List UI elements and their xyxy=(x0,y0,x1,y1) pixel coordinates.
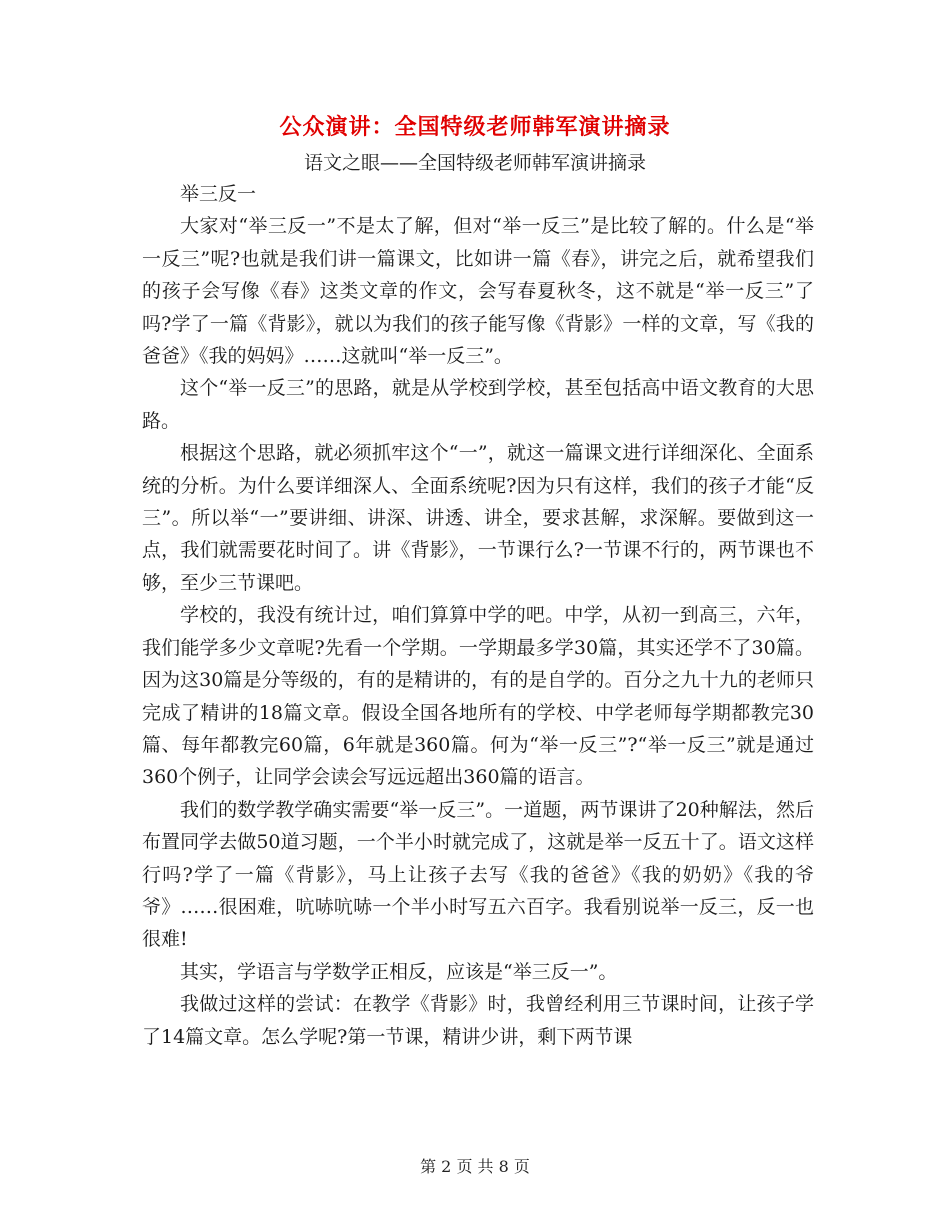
document-body xyxy=(142,178,814,1053)
document-subtitle: 语文之眼——全国特级老师韩军演讲摘录 xyxy=(303,152,646,174)
paragraph: 根据这个思路，就必须抓牢这个“一”，就这一篇课文进行详细深化、全面系统的分析。为什么要详细深人、全面系统呢?因为只有这样，我们的孩子才能“反三”。所以举“一”要讲细、讲深、讲透、讲全，要求甚解，求深解。要做到这一点，我们就需要花时间了。讲《背影》，一节课行么?一节课不行的，两节课也不够，至少三节课吧。 xyxy=(142,442,814,594)
page-number-footer: 第 2 页 共 8 页 xyxy=(420,1157,530,1176)
paragraph: 学校的，我没有统计过，咱们算算中学的吧。中学，从初一到高三，六年，我们能学多少文章呢?先看一个学期。一学期最多学30篇，其实还学不了30篇。因为这30篇是分等级的，有的是精讲的，有的是自学的。百分之九十九的老师只完成了精讲的18篇文章。假设全国各地所有的学校、中学老师每学期都教完30篇、每年都教完60篇，6年就是360篇。何为“举一反三”?“举一反三”就是通过360个例子，让同学会读会写远远超出360篇的语言。 xyxy=(142,604,814,789)
paragraph: 举三反一 xyxy=(180,183,257,205)
paragraph: 我们的数学教学确实需要“举一反三”。一道题，两节课讲了20种解法，然后布置同学去做50道习题，一个半小时就完成了，这就是举一反五十了。语文这样行吗?学了一篇《背影》，马上让孩子去写《我的爸爸》《我的奶奶》《我的爷爷》……很困难，吭哧吭哧一个半小时写五六百字。我看别说举一反三，反一也很难! xyxy=(142,798,814,951)
paragraph: 其实，学语言与学数学正相反，应该是“举三反一”。 xyxy=(180,960,618,983)
paragraph: 我做过这样的尝试：在教学《背影》时，我曾经利用三节课时间，让孩子学了14篇文章。怎么学呢?第一节课，精讲少讲，剩下两节课 xyxy=(142,993,814,1048)
document-title: 公众演讲：全国特级老师韩军演讲摘录 xyxy=(279,114,671,140)
paragraph: 这个“举一反三”的思路，就是从学校到学校，甚至包括高中语文教育的大思路。 xyxy=(142,377,814,432)
paragraph: 大家对“举三反一”不是太了解，但对“举一反三”是比较了解的。什么是“举一反三”呢?也就是我们讲一篇课文，比如讲一篇《春》，讲完之后，就希望我们的孩子会写像《春》这类文章的作文，会写春夏秋冬，这不就是“举一反三”了吗?学了一篇《背影》，就以为我们的孩子能写像《背影》一样的文章，写《我的爸爸》《我的妈妈》……这就叫“举一反三”。 xyxy=(142,215,814,368)
